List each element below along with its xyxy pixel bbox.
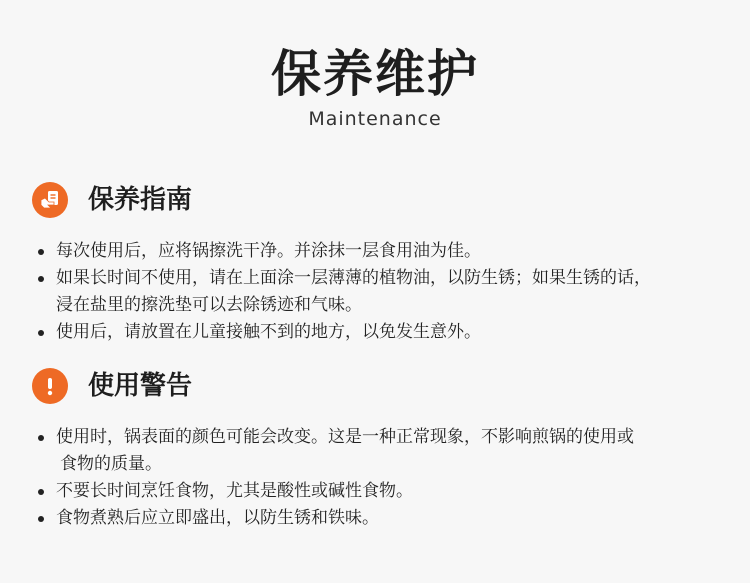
list-item: 使用时，锅表面的颜色可能会改变。这是一种正常现象，不影响煎锅的使用或 食物的质量。 (32, 424, 732, 478)
bullet-dot (38, 435, 44, 441)
page-subtitle: Maintenance (308, 108, 442, 130)
usage-warning-header (32, 366, 732, 410)
page-title: 保养维护 (271, 45, 479, 103)
list-item: 如果长时间不使用，请在上面涂一层薄薄的植物油，以防生锈；如果生锈的话， 浸在盐里的擦洗垫可以去除锈迹和气味。 (32, 265, 732, 319)
bullet-dot (38, 249, 44, 255)
care-guide-header (32, 180, 732, 224)
usage-warning-title: 使用警告 (88, 371, 193, 401)
hand-care-icon (32, 182, 68, 218)
bullet-dot (38, 276, 44, 282)
list-item: 每次使用后，应将锅擦洗干净。并涂抹一层食用油为佳。 (32, 238, 732, 265)
usage-warning-list (32, 424, 732, 532)
list-item: 不要长时间烹饪食物，尤其是酸性或碱性食物。 (32, 478, 732, 505)
exclamation-icon (32, 368, 68, 404)
usage-warning-section (32, 366, 732, 532)
care-guide-section (32, 180, 732, 346)
list-item: 食物煮熟后应立即盛出，以防生锈和铁味。 (32, 505, 732, 532)
bullet-dot (38, 489, 44, 495)
list-item: 使用后，请放置在儿童接触不到的地方，以免发生意外。 (32, 319, 732, 346)
bullet-dot (38, 516, 44, 522)
care-guide-list (32, 238, 732, 346)
bullet-dot (38, 330, 44, 336)
care-guide-title: 保养指南 (88, 185, 193, 215)
